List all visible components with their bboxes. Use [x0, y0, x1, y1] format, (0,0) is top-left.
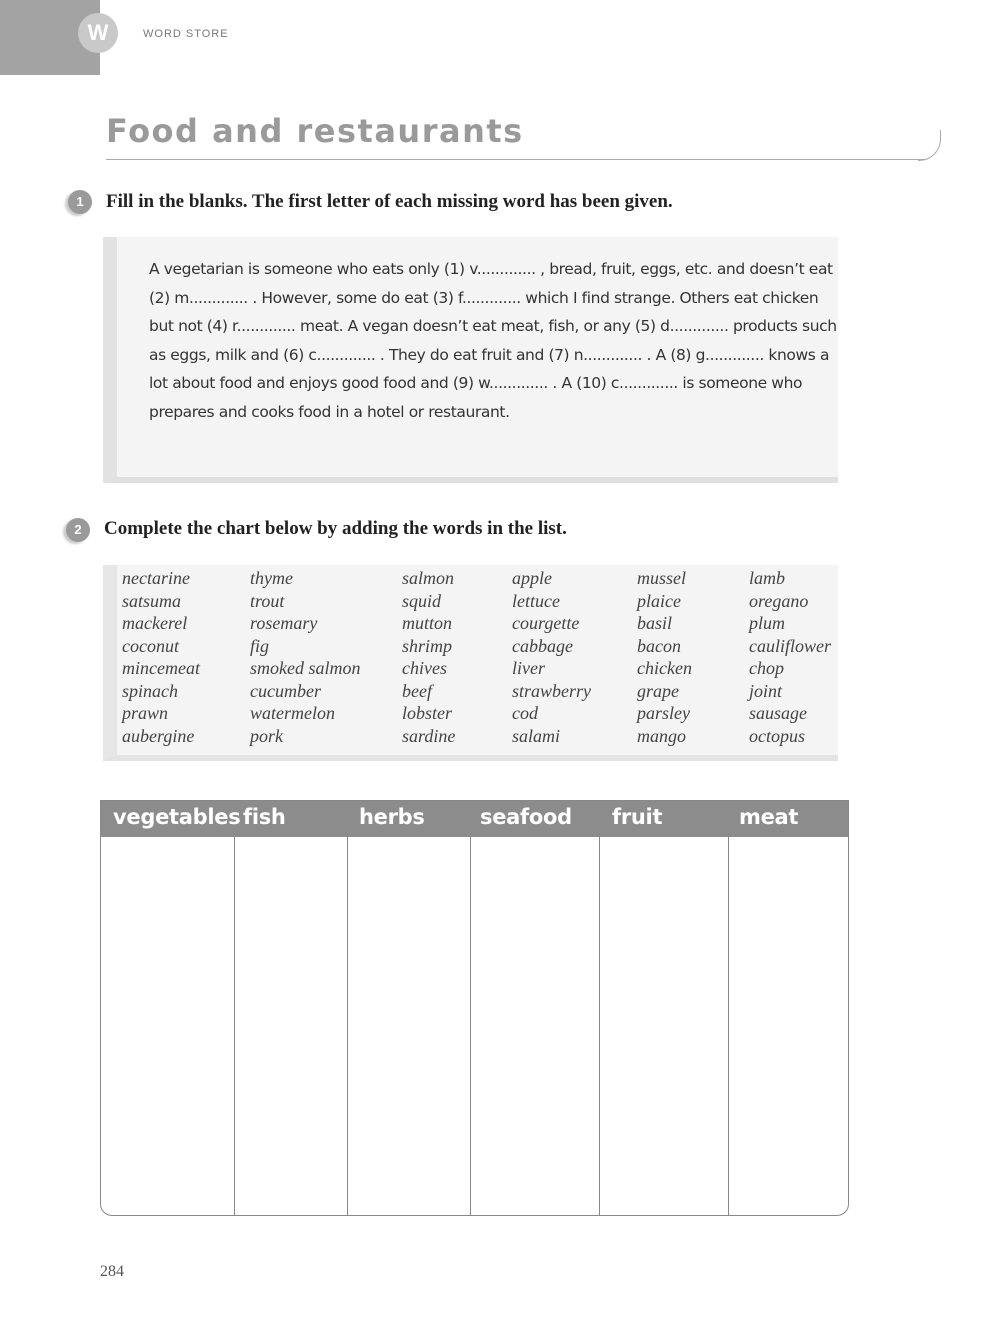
- word-list-item: joint: [749, 680, 783, 701]
- word-list-item: basil: [637, 613, 673, 633]
- exercise-2-instruction: Complete the chart below by adding the words in the list.: [104, 518, 567, 539]
- word-list-item: mackerel: [122, 613, 188, 633]
- word-list-item: coconut: [122, 635, 179, 656]
- word-list-item: courgette: [512, 613, 580, 633]
- word-list-item: liver: [512, 658, 545, 678]
- word-list-item: rosemary: [250, 613, 318, 633]
- word-list-item: pork: [250, 725, 283, 746]
- exercise-1-instruction: Fill in the blanks. The first letter of each missing word has been given.: [106, 191, 673, 212]
- word-list-item: aubergine: [122, 725, 195, 746]
- chart-column-divider: [347, 837, 348, 1215]
- word-list-item: beef: [402, 680, 432, 701]
- word-list-item: plaice: [637, 590, 681, 611]
- word-list-item: grape: [637, 680, 679, 701]
- word-list-item: bacon: [637, 635, 681, 656]
- word-list-item: watermelon: [250, 703, 335, 723]
- word-list-box: [103, 565, 838, 761]
- title-rule-curve: [918, 130, 941, 161]
- word-list-item: cauliflower: [749, 635, 831, 656]
- word-list-item: octopus: [749, 725, 805, 746]
- word-list-item: mussel: [637, 568, 686, 588]
- page-number: 284: [100, 1263, 124, 1280]
- word-list-item: satsuma: [122, 590, 182, 611]
- chart-column-divider: [470, 837, 471, 1215]
- word-list-item: trout: [250, 590, 285, 611]
- word-list-item: prawn: [122, 703, 169, 723]
- word-list-item: smoked salmon: [250, 658, 361, 678]
- word-list-item: thyme: [250, 568, 293, 588]
- chart-header-herbs: herbs: [359, 805, 425, 829]
- exercise-1-text-box: [103, 237, 838, 483]
- word-list-item: cucumber: [250, 680, 321, 701]
- word-list-item: salami: [512, 725, 561, 746]
- exercise-1-text: A vegetarian is someone who eats only (1) v............. , bread, fruit, eggs, etc. and doesn’t eat (2) m............. . However, some do eat (3) f............. which I find strange. Others eat chicken but not (4) r............. meat. A vegan doesn’t eat meat, fish, or any (5) d............. products such as eggs, milk and (6) c............. . They do eat fruit and (7) n............. . A (8) g............. knows a lot about food and enjoys good food and (9) w............. . A (10) c............. is someone who prepares and cooks food in a hotel or restaurant.: [149, 260, 837, 421]
- word-list-item: plum: [749, 613, 785, 633]
- chart-column-divider: [234, 837, 235, 1215]
- chart-column-divider: [728, 837, 729, 1215]
- word-list-item: cabbage: [512, 635, 573, 656]
- word-list-item: strawberry: [512, 680, 592, 701]
- word-list-item: parsley: [637, 703, 690, 723]
- word-list-item: lettuce: [512, 590, 560, 611]
- word-list-item: cod: [512, 703, 538, 723]
- word-store-badge: W: [78, 13, 118, 53]
- word-list-item: salmon: [402, 568, 455, 588]
- word-list-item: fig: [250, 635, 270, 656]
- chart-header-seafood: seafood: [480, 805, 572, 829]
- chart-header-meat: meat: [739, 805, 799, 829]
- word-list-item: chicken: [637, 658, 692, 678]
- title-rule: [106, 159, 926, 160]
- word-list-item: lamb: [749, 568, 785, 588]
- word-list-item: lobster: [402, 703, 453, 723]
- word-list-item: nectarine: [122, 568, 190, 588]
- word-list-item: spinach: [122, 680, 178, 701]
- word-list-item: mutton: [402, 613, 453, 633]
- page-title: Food and restaurants: [106, 112, 524, 150]
- word-list-item: squid: [402, 590, 442, 611]
- word-list-item: oregano: [749, 590, 809, 611]
- exercise-1-number: 1: [68, 190, 92, 214]
- chart-column-divider: [599, 837, 600, 1215]
- chart-header-vegetables: vegetables: [113, 805, 241, 829]
- word-list-item: chives: [402, 658, 447, 678]
- word-list-item: sausage: [749, 703, 807, 723]
- section-label: WORD STORE: [143, 28, 229, 40]
- word-list-item: mincemeat: [122, 658, 200, 678]
- exercise-2-number: 2: [66, 518, 90, 542]
- chart-header-fish: fish: [243, 805, 286, 829]
- word-list-item: mango: [637, 725, 686, 746]
- word-list-item: sardine: [402, 725, 456, 746]
- word-list-item: apple: [512, 568, 552, 588]
- word-list-item: chop: [749, 658, 784, 678]
- word-list-item: shrimp: [402, 635, 453, 656]
- chart-header-fruit: fruit: [612, 805, 663, 829]
- category-chart: [100, 800, 849, 1216]
